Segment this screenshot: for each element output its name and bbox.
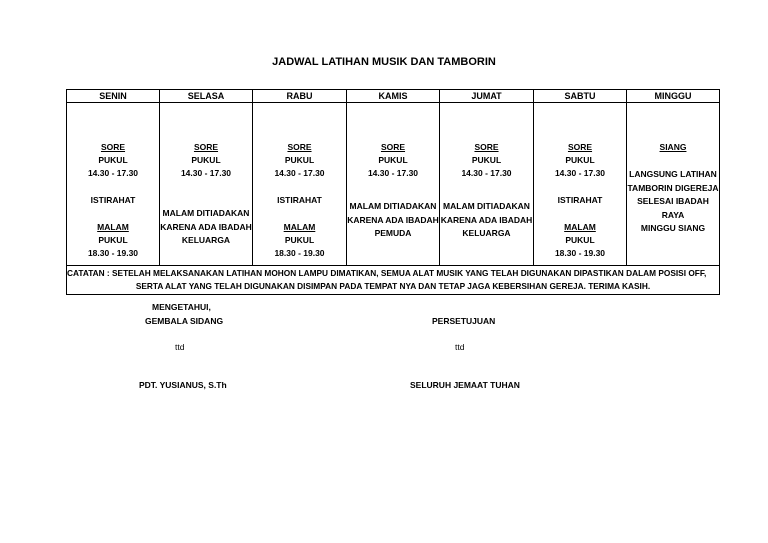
note-line: MALAM DITIADAKAN (443, 201, 530, 211)
page-title: JADWAL LATIHAN MUSIK DAN TAMBORIN (272, 56, 496, 68)
day-header: KAMIS (347, 90, 440, 103)
day-header: SELASA (160, 90, 253, 103)
note-line: MALAM DITIADAKAN (349, 201, 437, 211)
time-evening: 18.30 - 19.30 (274, 248, 325, 258)
catatan-line: SERTA ALAT YANG TELAH DIGUNAKAN DISIMPAN PADA TEMPAT NYA DAN TETAP JAGA KEBERSIHAN GEREJA. TERIMA KASIH. (135, 281, 651, 291)
sore-label: SORE (287, 142, 312, 152)
schedule-row (67, 103, 720, 266)
time-afternoon: 14.30 - 17.30 (554, 168, 606, 178)
persetujuan-label: PERSETUJUAN (432, 316, 496, 326)
note-line: KARENA ADA IBADAH (347, 214, 439, 225)
congregation-name: SELURUH JEMAAT TUHAN (410, 380, 520, 390)
pukul-label: PUKUL (565, 155, 595, 165)
time-afternoon: 14.30 - 17.30 (461, 168, 512, 178)
pukul-label: PUKUL (565, 235, 595, 245)
malam-label: MALAM (97, 222, 129, 232)
signature-ttd-left: ttd (175, 342, 185, 352)
siang-label: SIANG (659, 142, 687, 152)
note-line: KARENA ADA IBADAH (440, 214, 533, 225)
day-header: RABU (253, 90, 347, 103)
sunday-note (627, 168, 719, 236)
day-header: SENIN (67, 90, 160, 103)
malam-label: MALAM (283, 222, 316, 232)
pastor-name: PDT. YUSIANUS, S.Th (139, 380, 227, 390)
rest-label: ISTIRAHAT (277, 195, 322, 205)
malam-label: MALAM (564, 222, 596, 232)
cell-selasa (160, 103, 253, 266)
time-evening: 18.30 - 19.30 (87, 248, 139, 258)
note-line: SELESAI IBADAH RAYA (637, 196, 709, 220)
evening-note (160, 207, 252, 248)
cell-jumat (440, 103, 534, 266)
catatan-line: CATATAN : SETELAH MELAKSANAKAN LATIHAN MOHON LAMPU DIMATIKAN, SEMUA ALAT MUSIK YANG TELAH DIGUNAKAN DIPASTIKAN DALAM POSISI OFF, (67, 268, 707, 278)
evening-note (347, 200, 439, 241)
time-afternoon: 14.30 - 17.30 (180, 168, 232, 178)
time-afternoon: 14.30 - 17.30 (87, 168, 139, 178)
sore-label: SORE (100, 142, 126, 152)
header-row (67, 90, 720, 103)
note-line: TAMBORIN DIGEREJA (627, 182, 719, 193)
cell-rabu (253, 103, 347, 266)
day-header: MINGGU (627, 90, 720, 103)
sore-label: SORE (567, 142, 593, 152)
note-line: MINGGU SIANG (640, 223, 706, 233)
cell-senin (67, 103, 160, 266)
pukul-label: PUKUL (191, 155, 221, 165)
cell-minggu (627, 103, 720, 266)
note-line: MALAM DITIADAKAN (162, 208, 250, 218)
pukul-label: PUKUL (98, 235, 128, 245)
rest-label: ISTIRAHAT (90, 195, 136, 205)
mengetahui-label: MENGETAHUI, (152, 302, 211, 312)
pukul-label: PUKUL (284, 235, 315, 245)
note-line: KELUARGA (462, 228, 511, 238)
time-evening: 18.30 - 19.30 (554, 248, 606, 258)
signature-ttd-right: ttd (455, 342, 465, 352)
evening-note (440, 200, 533, 241)
note-line: PEMUDA (374, 228, 412, 238)
pukul-label: PUKUL (378, 155, 408, 165)
rest-label: ISTIRAHAT (557, 195, 603, 205)
schedule-table (66, 89, 720, 295)
cell-kamis (347, 103, 440, 266)
time-afternoon: 14.30 - 17.30 (274, 168, 325, 178)
day-header: SABTU (534, 90, 627, 103)
note-line: KELUARGA (181, 235, 231, 245)
pukul-label: PUKUL (284, 155, 315, 165)
time-afternoon: 14.30 - 17.30 (367, 168, 419, 178)
gembala-label: GEMBALA SIDANG (145, 316, 224, 326)
sore-label: SORE (474, 142, 499, 152)
note-row (67, 266, 720, 295)
note-line: KARENA ADA IBADAH (160, 221, 252, 232)
note-line: LANGSUNG LATIHAN (629, 169, 717, 179)
catatan-note (67, 266, 720, 295)
sore-label: SORE (193, 142, 219, 152)
cell-sabtu (534, 103, 627, 266)
pukul-label: PUKUL (471, 155, 502, 165)
pukul-label: PUKUL (98, 155, 128, 165)
sore-label: SORE (380, 142, 406, 152)
day-header: JUMAT (440, 90, 534, 103)
